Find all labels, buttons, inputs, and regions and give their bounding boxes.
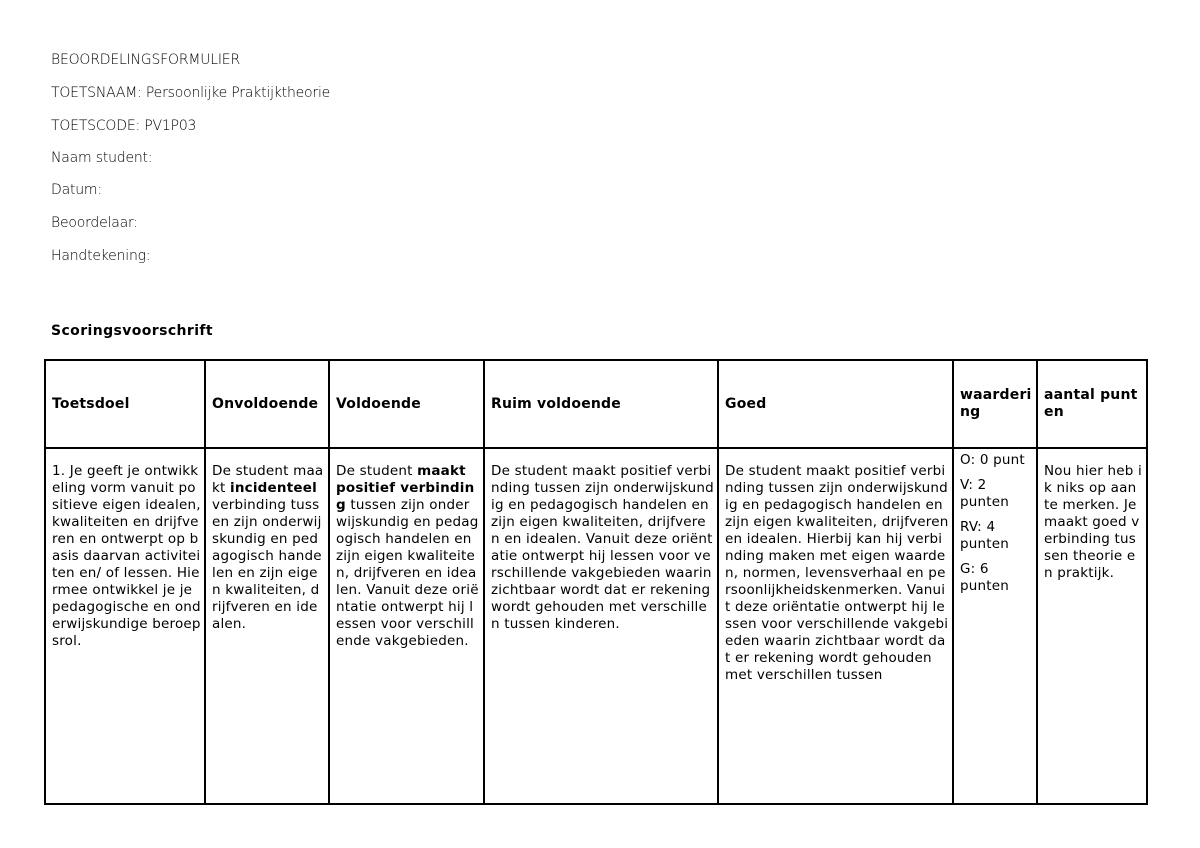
table-row [45,448,1147,804]
cell-goed: De student maakt positief verbinding tussen zijn onderwijskundig en pedagogisch handelen en zijn eigen kwaliteiten, drijfveren en idealen. Hierbij kan hij verbinding maken met eigen waarden, normen, levensverhaal en persoonlijkheidskenmerken. Vanuit deze oriëntatie ontwerpt hij lessen voor verschillende vakgebieden waarin zichtbaar wordt dat er rekening wordt gehouden met verschillen tussen [718,448,953,804]
cell-aantal-punten: Nou hier heb ik niks op aan te merken. Je maakt goed verbinding tussen theorie en praktijk. [1037,448,1147,804]
header-voldoende: Voldoende [329,360,484,448]
header-toetsdoel: Toetsdoel [45,360,205,448]
header-onvoldoende: Onvoldoende [205,360,329,448]
header-ruim-voldoende: Ruim voldoende [484,360,718,448]
cell-toetsdoel: 1. Je geeft je ontwikkeling vorm vanuit positieve eigen idealen, kwaliteiten en drijfveren en ontwerpt op basis daarvan activiteiten en/ of lessen. Hiermee ontwikkel je je pedagogische en onderwijskundige beroepsrol. [45,448,205,804]
cell-onvoldoende: De student maakt incidenteel verbinding tussen zijn onderwijskundig en pedagogisch handelen en zijn eigen kwaliteiten, drijfveren en idealen. [205,448,329,804]
cell-waardering [953,448,1037,804]
score-goed: G: 6 punten [960,561,1010,594]
cell-ruim-voldoende: De student maakt positief verbinding tussen zijn onderwijskundig en pedagogisch handelen en zijn eigen kwaliteiten, drijfveren en idealen. Vanuit deze oriëntatie ontwerpt hij lessen voor verschillende vakgebieden waarin zichtbaar wordt dat er rekening wordt gehouden met verschillen tussen kinderen. [484,448,718,804]
header-goed: Goed [718,360,953,448]
scoring-table [44,359,1148,805]
score-voldoende: V: 2 punten [960,477,1010,510]
emphasis-incidenteel: incidenteel [230,480,317,496]
table-header-row [45,360,1147,448]
assessor-label: Beoordelaar: [51,215,138,231]
header-waardering: waardering [953,360,1037,448]
date-label: Datum: [51,182,102,198]
cell-voldoende: De student maakt positief verbinding tussen zijn onderwijskundig en pedagogisch handelen en zijn eigen kwaliteiten, drijfveren en idealen. Vanuit deze oriëntatie ontwerpt hij lessen voor verschillende vakgebieden. [329,448,484,804]
test-code: TOETSCODE: PV1P03 [51,118,197,134]
score-ruim-voldoende: RV: 4 punten [960,519,1010,552]
score-onvoldoende: O: 0 punt [960,452,1025,468]
signature-label: Handtekening: [51,248,151,264]
section-title: Scoringsvoorschrift [51,323,213,339]
test-name: TOETSNAAM: Persoonlijke Praktijktheorie [51,85,331,101]
header-aantal-punten: aantal punten [1037,360,1147,448]
student-name-label: Naam student: [51,150,153,166]
form-title: BEOORDELINGSFORMULIER [51,52,240,68]
emphasis-positief-verbinding: maakt positief verbinding [336,463,475,513]
